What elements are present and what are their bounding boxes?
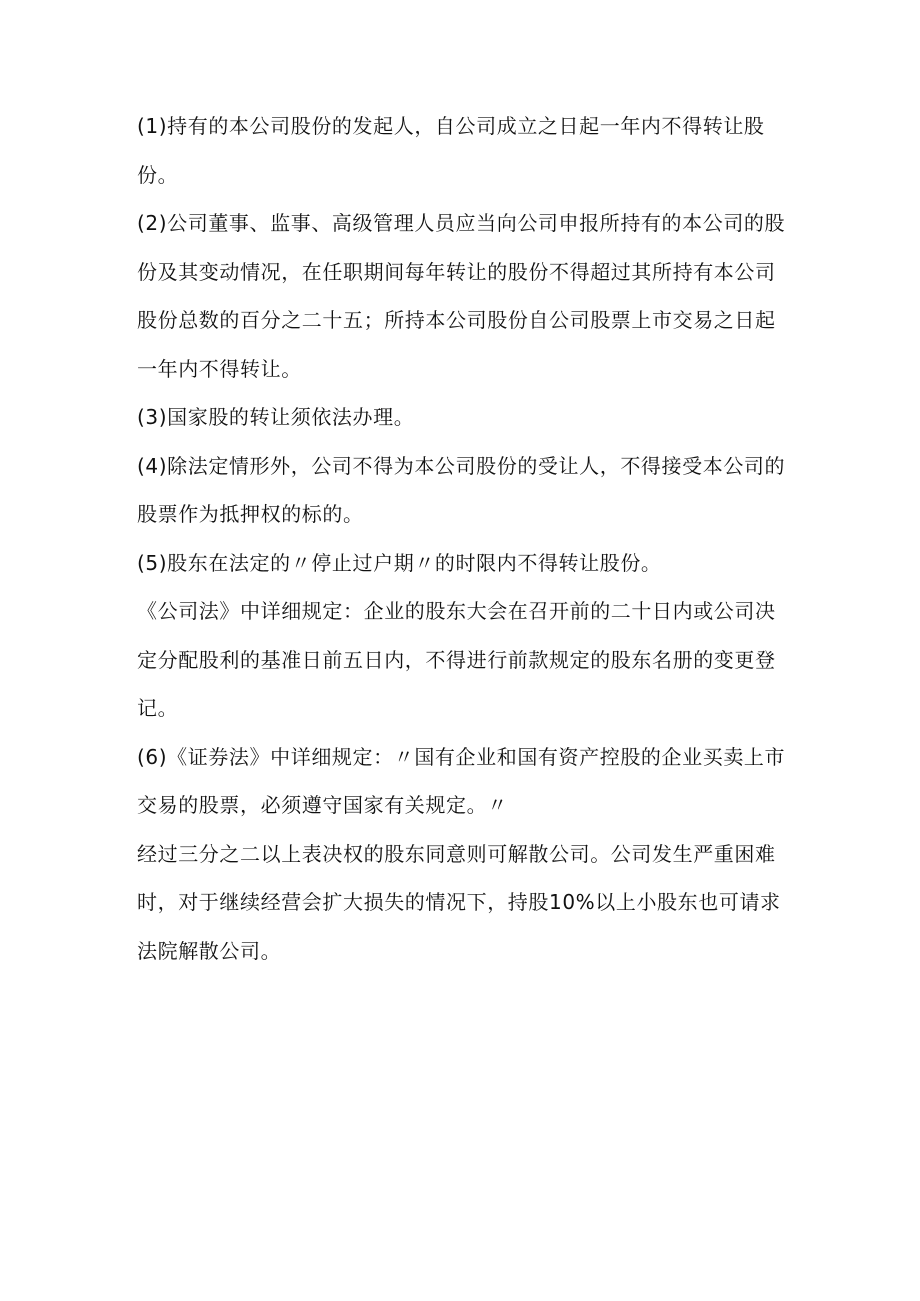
paragraph-5: (5)股东在法定的〃停止过户期〃的时限内不得转让股份。 xyxy=(137,550,662,575)
paragraph-6: 《公司法》中详细规定：企业的股东大会在召开前的二十日内或公司决定分配股利的基准日前五日内，不得进行前款规定的股东名册的变更登记。 xyxy=(137,599,776,720)
paragraph-1: (1)持有的本公司股份的发起人，自公司成立之日起一年内不得转让股份。 xyxy=(137,114,765,187)
paragraph-3: (3)国家股的转让须依法办理。 xyxy=(137,405,415,429)
paragraph-4: (4)除法定情形外，公司不得为本公司股份的受让人，不得接受本公司的股票作为抵押权的标的。 xyxy=(137,453,786,526)
paragraph-2: (2)公司董事、监事、高级管理人员应当向公司申报所持有的本公司的股份及其变动情况，在任职期间每年转让的股份不得超过其所持有本公司股份总数的百分之二十五；所持本公司股份自公司股票上市交易之日起一年内不得转让。 xyxy=(137,211,786,381)
paragraph-8: 经过三分之二以上表决权的股东同意则可解散公司。公司发生严重困难时，对于继续经营会扩大损失的情况下，持股10%以上小股东也可请求法院解散公司。 xyxy=(137,841,781,963)
document-body xyxy=(137,102,787,975)
paragraph-7: (6)《证券法》中详细规定：〃国有企业和国有资产控股的企业买卖上市交易的股票，必须遵守国家有关规定。〃 xyxy=(137,744,786,817)
